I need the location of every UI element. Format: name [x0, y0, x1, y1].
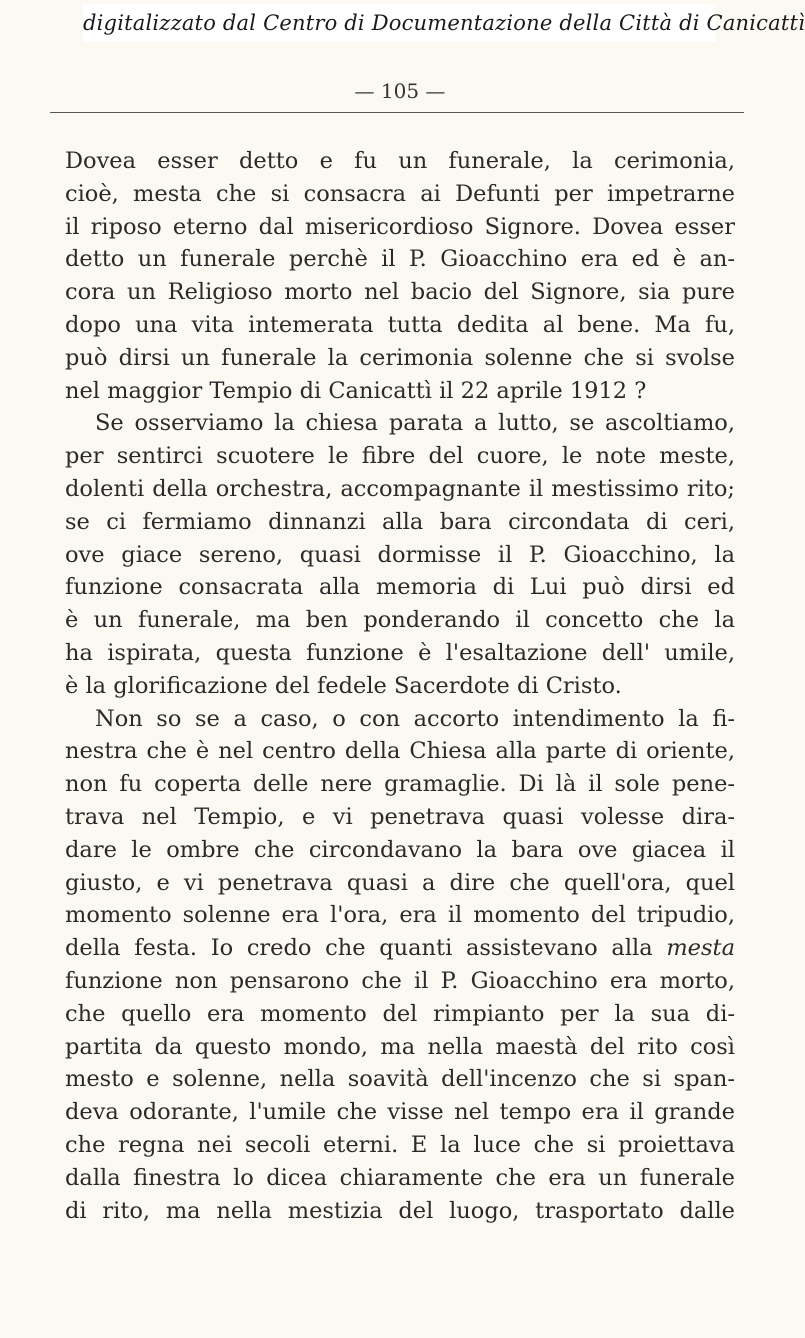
text-line: funzione consacrata alla memoria di Lui può dirsi ed [65, 574, 735, 601]
text-line: è un funerale, ma ben ponderando il concetto che la [65, 607, 735, 634]
text-line: Dovea esser detto e fu un funerale, la cerimonia, [65, 148, 735, 174]
text-line: detto un funerale perchè il P. Gioacchino era ed è an- [65, 246, 735, 273]
text-line: nel maggior Tempio di Canicattì il 22 aprile 1912 ? [65, 377, 647, 404]
text-line: nestra che è nel centro della Chiesa alla parte di oriente, [65, 738, 735, 765]
text-line: dopo una vita intemerata tutta dedita al bene. Ma fu, [65, 311, 735, 338]
text-line: deva odorante, l'umile che visse nel tempo era il grande [65, 1099, 735, 1126]
text-line: il riposo eterno dal misericordioso Signore. Dovea esser [65, 213, 735, 240]
text-line-segment: della festa. Io credo che quanti assistevano alla [65, 935, 653, 962]
text-line: dare le ombre che circondavano la bara ove giacea il [65, 836, 735, 863]
italic-word: mesta [666, 935, 735, 962]
header-rule [50, 112, 744, 113]
text-line: giusto, e vi penetrava quasi a dire che quell'ora, quel [65, 869, 735, 896]
text-line: trava nel Tempio, e vi penetrava quasi volesse dira- [65, 803, 735, 830]
text-line: è la glorificazione del fedele Sacerdote di Cristo. [65, 672, 622, 699]
text-line: partita da questo mondo, ma nella maestà del rito così [65, 1033, 735, 1060]
text-line: se ci fermiamo dinnanzi alla bara circondata di ceri, [65, 508, 735, 535]
text-line: dolenti della orchestra, accompagnante il mestissimo rito; [65, 475, 735, 502]
text-line: Non so se a caso, o con accorto intendimento la fi- [95, 705, 735, 732]
text-line: non fu coperta delle nere gramaglie. Di là il sole pene- [65, 771, 735, 798]
text-line: ha ispirata, questa funzione è l'esaltazione dell' umile, [65, 639, 735, 666]
text-line: mesto e solenne, nella soavità dell'incenzo che si span- [65, 1066, 735, 1093]
text-line: ove giace sereno, quasi dormisse il P. Gioacchino, la [65, 541, 735, 568]
text-line: che regna nei secoli eterni. E la luce che si proiettava [65, 1131, 735, 1158]
text-line: cioè, mesta che si consacra ai Defunti per impetrarne [65, 180, 735, 207]
text-line: dalla finestra lo dicea chiaramente che era un funerale [65, 1164, 735, 1191]
page-number: — 105 — [354, 79, 446, 103]
body-text [65, 145, 735, 1227]
text-line: cora un Religioso morto nel bacio del Signore, sia pure [65, 279, 735, 306]
text-line [65, 932, 735, 965]
text-line: funzione non pensarono che il P. Gioacchino era morto, [65, 967, 735, 994]
text-line: per sentirci scuotere le fibre del cuore, le note meste, [65, 443, 735, 470]
text-line: può dirsi un funerale la cerimonia solenne che si svolse [65, 344, 735, 371]
text-line: che quello era momento del rimpianto per la sua di- [65, 1000, 735, 1027]
text-line: di rito, ma nella mestizia del luogo, trasportato dalle [65, 1197, 735, 1224]
text-line: Se osserviamo la chiesa parata a lutto, se ascoltiamo, [95, 410, 735, 437]
text-line: momento solenne era l'ora, era il momento del tripudio, [65, 902, 735, 929]
digitization-watermark: digitalizzato dal Centro di Documentazione della Città di Canicattì [83, 4, 716, 42]
